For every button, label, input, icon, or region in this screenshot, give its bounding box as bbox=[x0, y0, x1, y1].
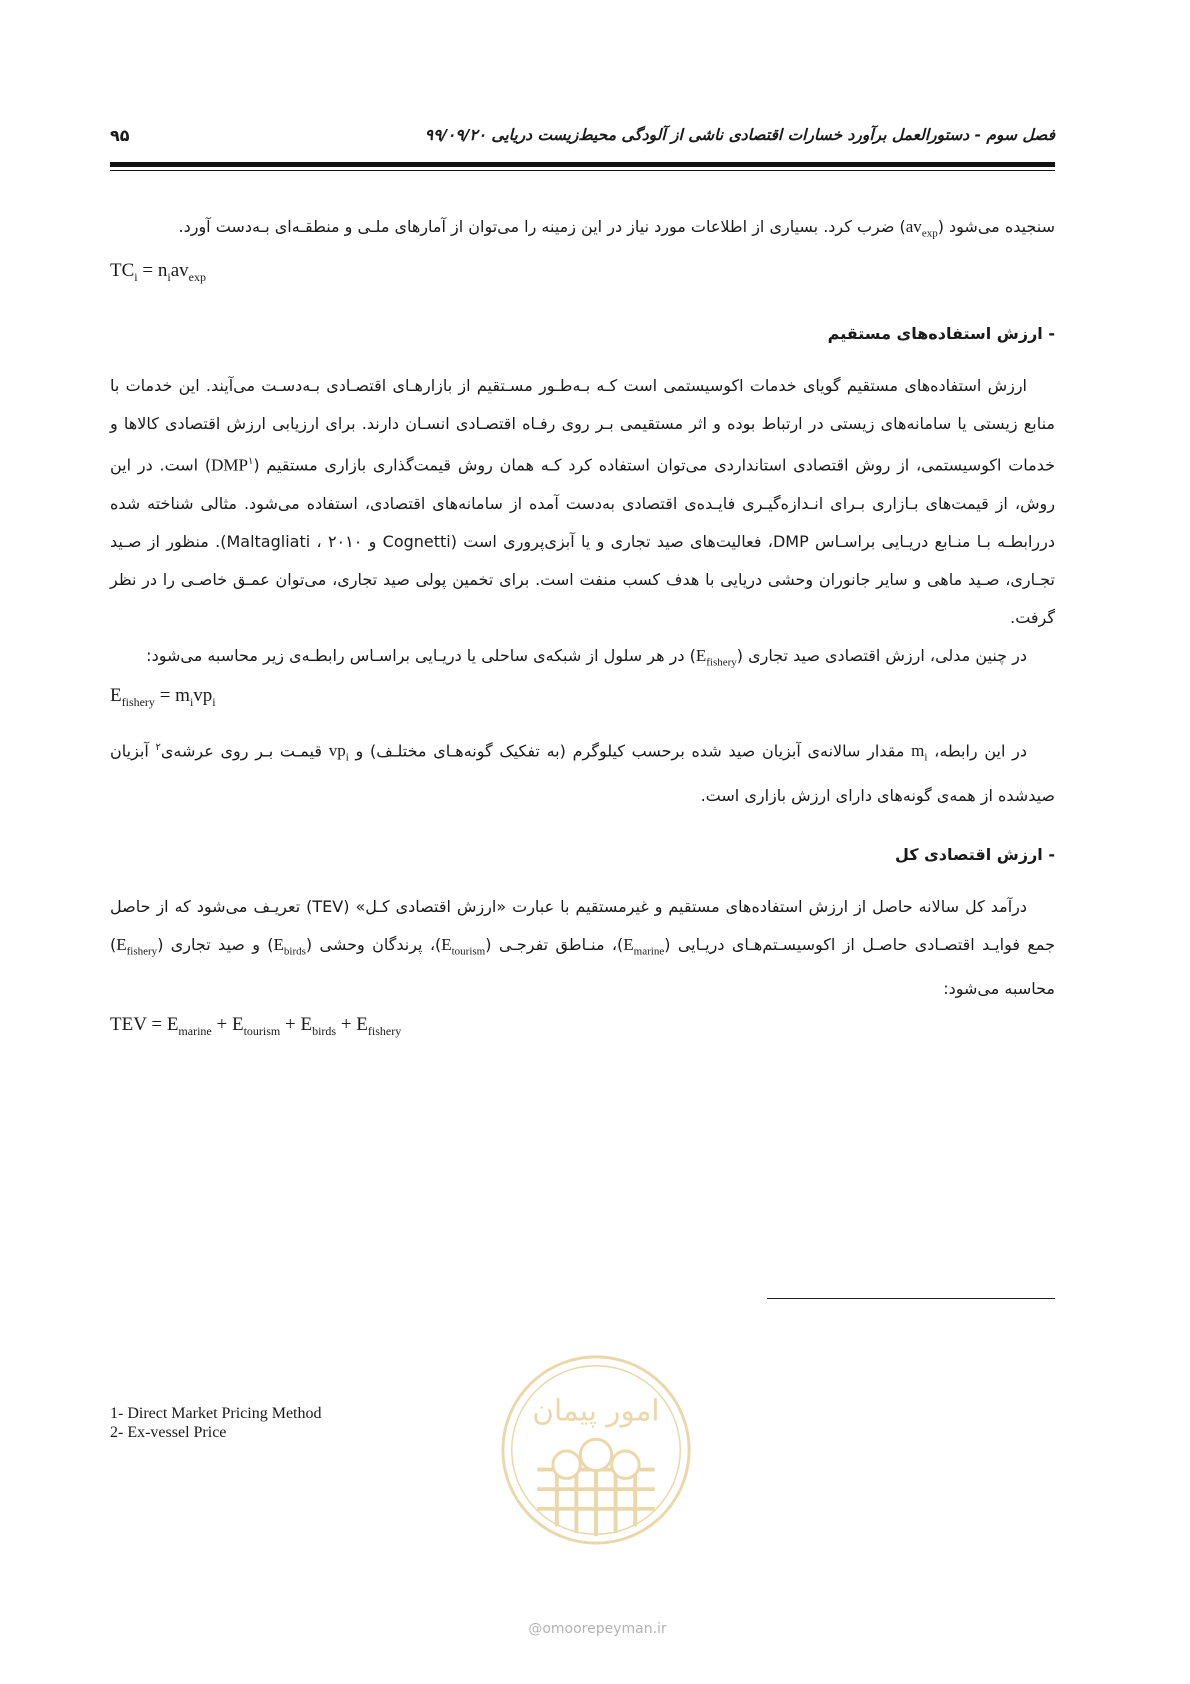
var-vp-i: $vp_i$ bbox=[328, 741, 349, 764]
footnote-ref-2: ۲ bbox=[155, 742, 161, 754]
footnote-2: 2- Ex-vessel Price bbox=[110, 1424, 227, 1441]
page-body bbox=[110, 208, 1055, 1058]
var-av-exp: $av_{exp}$ bbox=[905, 217, 938, 240]
page-number: ۹۵ bbox=[110, 126, 130, 145]
watermark-logo bbox=[498, 1352, 694, 1548]
paragraph-direct-use: ارزش استفاده‌های مستقیم گویای خدمات اکوسیستمی است کـه بـه‌طـور مسـتقیم از بازارهـای اقتصـادی بـه‌دسـت می‌آیند. این خدمات با منابع زیستی یا سامانه‌های زیستی در ارتباط بوده و اثر مستقیمی بـر روی رفـاه اقتصـادی انسـان دارند. برای ارزیابی ارزش اقتصادی کالاها و خدمات اکوسیستمی، از روش اقتصادی استانداردی می‌توان استفاده کرد کـه همان روش قیمت‌گذاری بازاری مستقیم (DMP$^۱$) است. در این روش، از قیمت‌های بـازاری بـرای انـدازه‌گیـری فایـده‌ی اقتصادی به‌دست آمده از سامانه‌های اقتصادی، استفاده می‌شود. مثالی شناخته شده دررابطـه بـا منـابع دریـایی براسـاس DMP، فعالیت‌های صید تجاری و یا آبزی‌پروری است (Cognetti و Maltagliati ، ۲۰۱۰). منظور از صـید تجـاری، صـید ماهی و سایر جانوران وحشی دریایی با هدف کسب منفت است. برای تخمین پولی صید تجاری، می‌توان عمـق خاصـی را در نظر گرفت. bbox=[110, 376, 1055, 627]
var-e-fishery: $E_{fishery}$ bbox=[695, 645, 737, 669]
running-header bbox=[110, 126, 1055, 156]
footnote-1: 1- Direct Market Pricing Method bbox=[110, 1405, 322, 1422]
paragraph-tev: درآمد کل سالانه حاصل از ارزش استفاده‌های مستقیم و غیرمستقیم با عبارت «ارزش اقتصادی کـل» (TEV) تعریـف می‌شود که از حاصل جمع فوایـد اقتصـادی حاصـل از اکوسیسـتم‌هـای دریـایی $(E_{marine})،$ منـاطق تفرجـی $(E_{tourism})،$ پرندگان وحشی $(E_{birds})$ و صید تجاری $(E_{fishery})$ محاسبه می‌شود: bbox=[110, 896, 1055, 999]
formula-tev: TEV = $E_{marine} + E_{tourism} + E_{birds} + E_{fishery}$ bbox=[110, 1014, 402, 1039]
footnote-ref-1: ۱ bbox=[248, 456, 254, 468]
running-title: فصل سوم - دستورالعمل برآورد خسارات اقتصادی ناشی از آلودگی محیط‌زیست دریایی ۹۹/۰۹/۲۰ bbox=[424, 126, 1055, 144]
watermark-site: @omoorepeyman.ir bbox=[528, 1621, 667, 1637]
heading-total-economic-value: - ارزش اقتصادی کل bbox=[894, 844, 1055, 864]
formula-tc: $TC_i = n_iav_{exp}$ bbox=[110, 260, 206, 285]
footnotes bbox=[110, 1404, 322, 1442]
paragraph-fishery-model: در چنین مدلی، ارزش اقتصادی صید تجاری $(E_{fishery})$ در هر سلول از شبکه‌ی ساحلی یا دریـایی براسـاس رابطـه‌ی زیر محاسبه می‌شود: bbox=[146, 645, 1027, 669]
paragraph-relation-explanation: در این رابطه، $m_i$ مقدار سالانه‌ی آبزیان صید شده برحسب کیلوگرم (به تفکیک گونه‌هـای مختلـف) و $vp_i$ قیمـت بـر روی عرشه‌ی$^۲$ آبزیان صیدشده از همه‌ی گونه‌های دارای ارزش بازاری است. bbox=[110, 741, 1055, 805]
watermark-logo-text: امور پیمان bbox=[532, 1393, 660, 1428]
var-m-i: $m_i$ bbox=[911, 741, 928, 764]
heading-direct-use-value: - ارزش استفاده‌های مستقیم bbox=[827, 324, 1055, 344]
formula-fishery: $E_{fishery} = m_ivp_i$ bbox=[110, 685, 216, 709]
header-rule-thick bbox=[110, 162, 1055, 167]
intro-paragraph: سنجیده می‌شود $(av_{exp})$ ضرب کرد. بسیاری از اطلاعات مورد نیاز در این زمینه را می‌توان از آمارهای ملـی و منطقـه‌ای بـه‌دست آورد. bbox=[178, 217, 1055, 240]
footnote-separator bbox=[767, 1298, 1055, 1299]
header-rule-thin bbox=[110, 170, 1055, 171]
